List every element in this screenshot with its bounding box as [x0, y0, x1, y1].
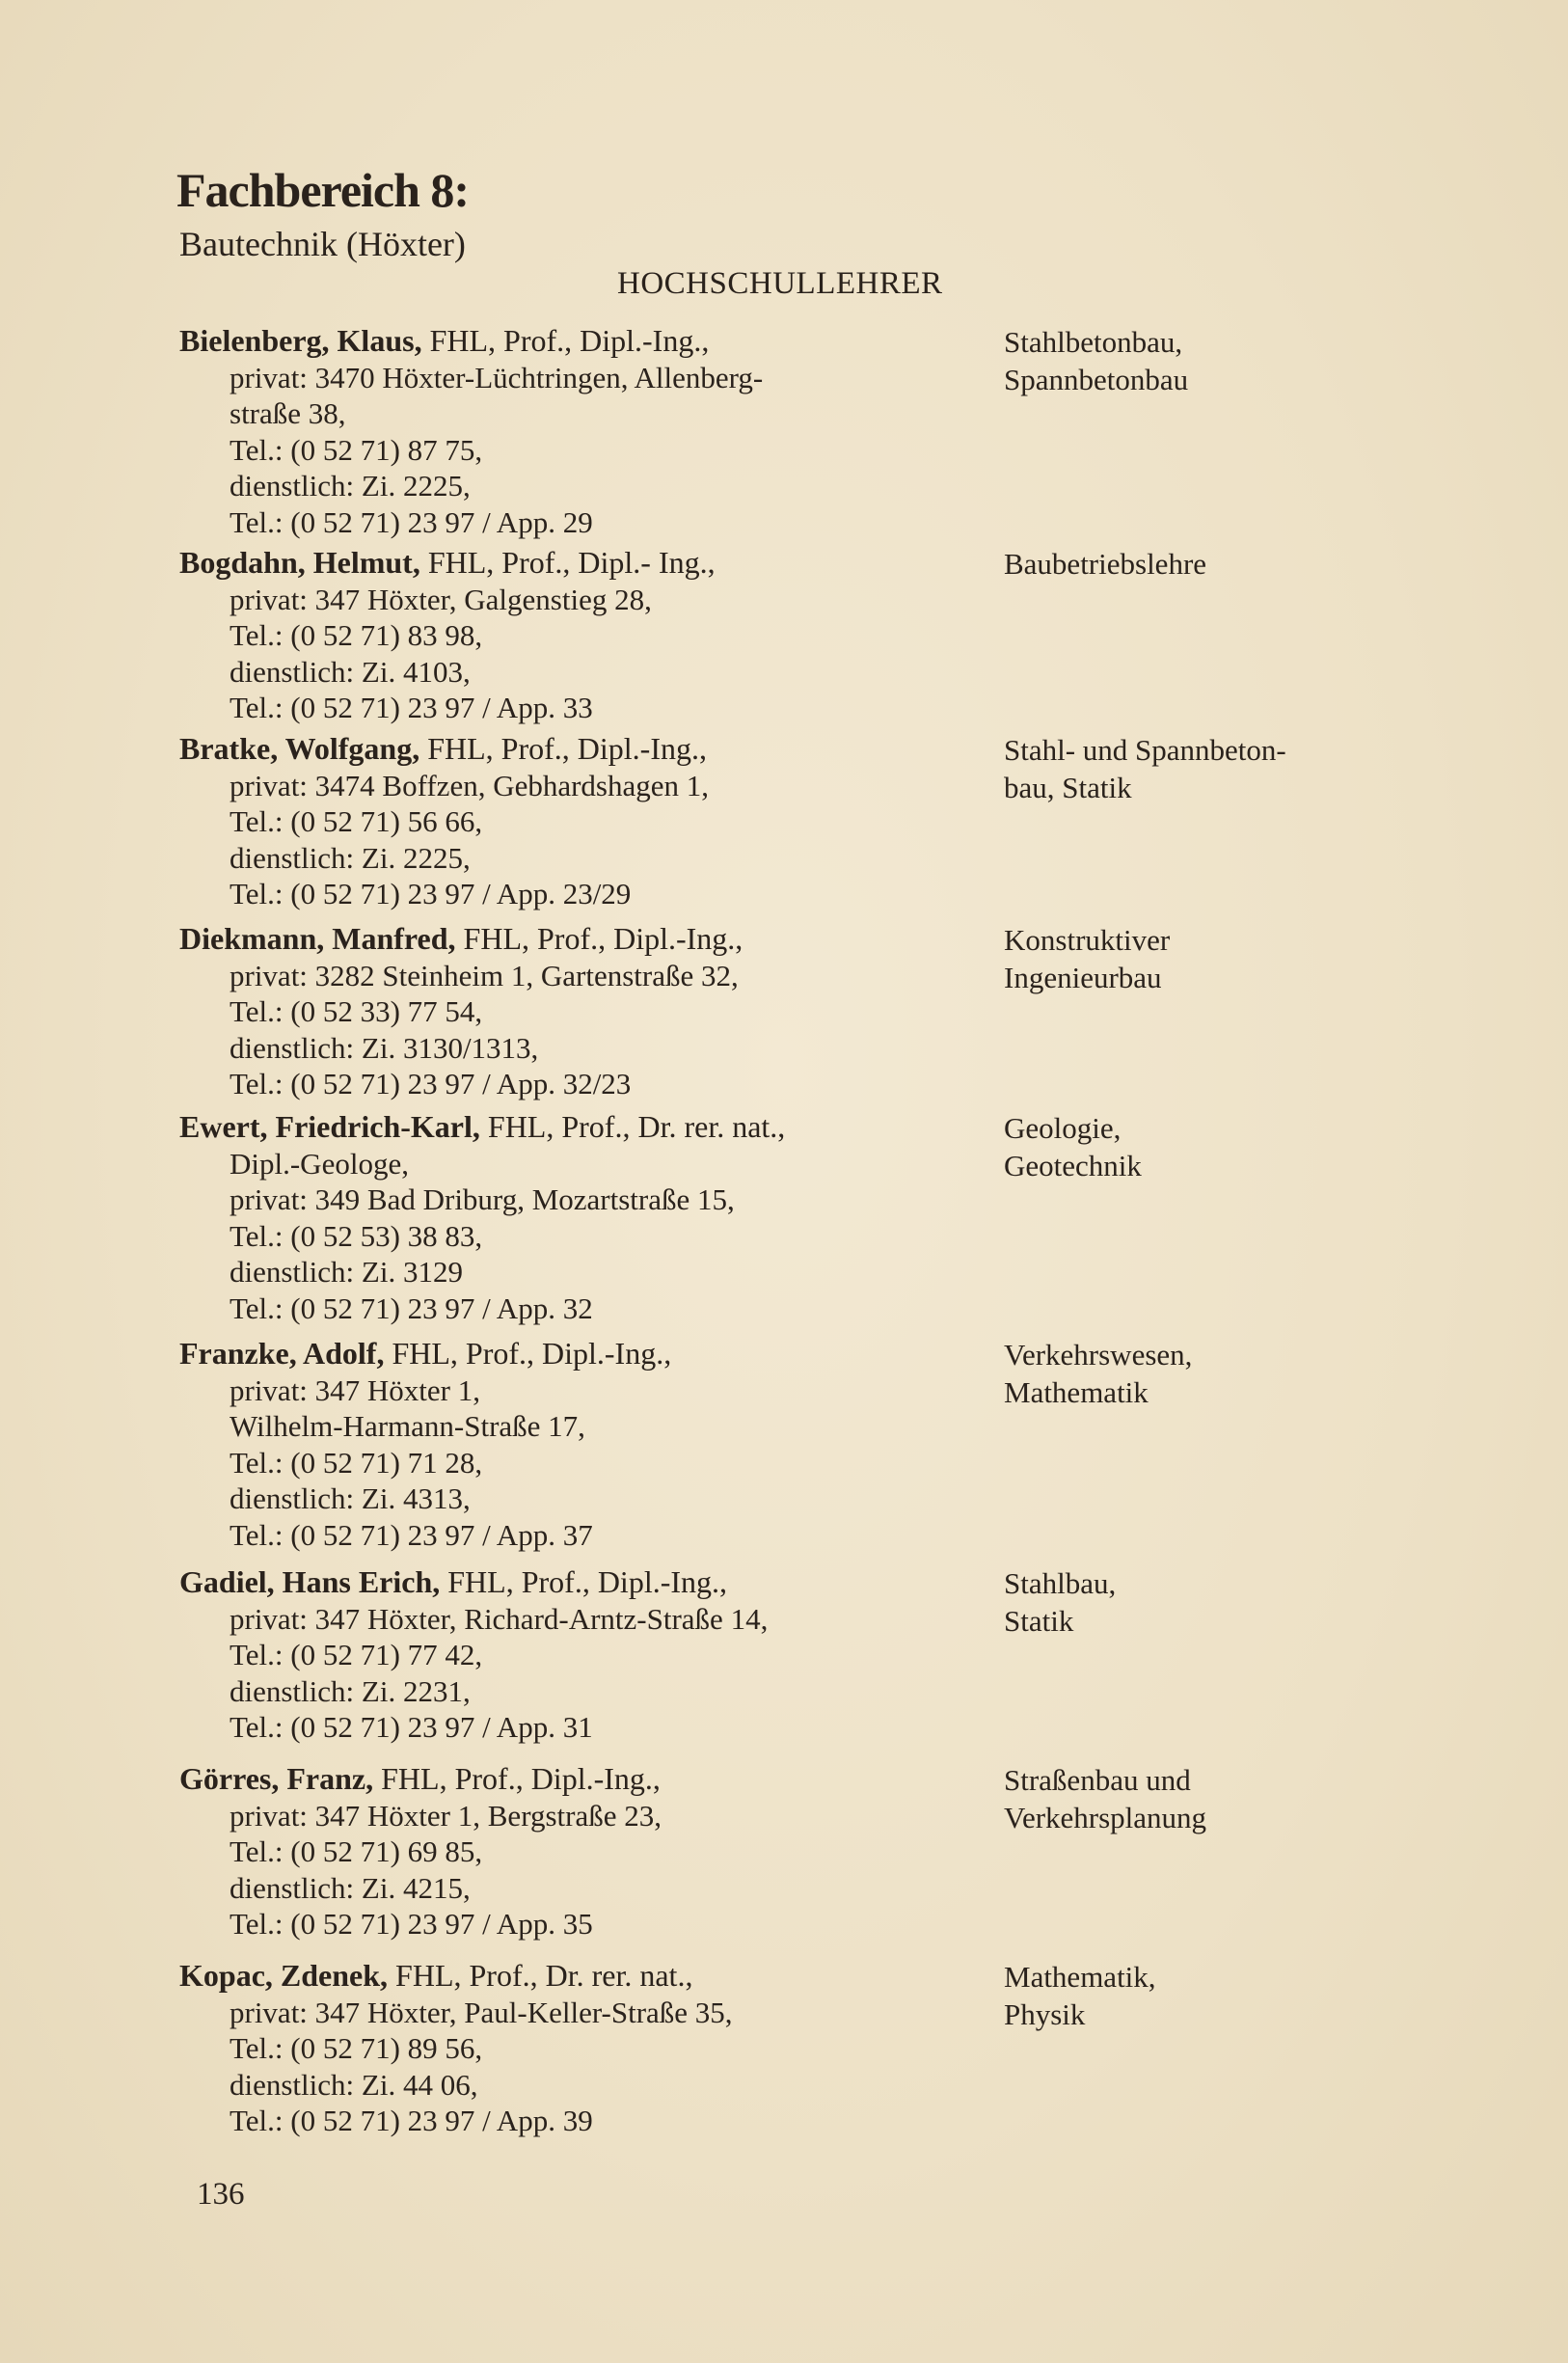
entry-detail-line: dienstlich: Zi. 2231,: [230, 1673, 471, 1708]
staff-name: Gadiel, Hans Erich,: [179, 1564, 441, 1599]
entry-detail-line: Tel.: (0 52 71) 23 97 / App. 35: [230, 1907, 593, 1942]
subject-area: [1004, 1958, 1428, 2033]
staff-title: FHL, Prof., Dipl.-Ing.,: [440, 1564, 728, 1599]
staff-name: Bielenberg, Klaus,: [179, 323, 422, 358]
subject-line: Spannbetonbau: [1004, 363, 1189, 396]
entry-detail-line: Tel.: (0 52 71) 23 97 / App. 31: [230, 1710, 593, 1745]
entry-detail-line: privat: 347 Höxter, Paul-Keller-Straße 35,: [230, 1995, 733, 2029]
entry-details: [179, 731, 989, 912]
subject-line: Stahlbau,: [1004, 1566, 1117, 1600]
entry-details: [179, 1109, 989, 1327]
entry-detail-line: dienstlich: Zi. 2225,: [230, 469, 471, 503]
entry-heading-line: [179, 1564, 989, 1601]
subject-line: Geotechnik: [1004, 1149, 1142, 1182]
entry-details: [179, 323, 989, 541]
entry-heading-line: [179, 1109, 989, 1146]
entry-detail-line: Tel.: (0 52 71) 87 75,: [230, 432, 483, 467]
entry-detail-line: Tel.: (0 52 71) 89 56,: [230, 2031, 483, 2066]
page-title: Fachbereich 8:: [176, 163, 470, 217]
subject-area: [1004, 545, 1428, 583]
entry-details: [179, 1564, 989, 1746]
entry-heading-line: [179, 545, 989, 582]
staff-title: FHL, Prof., Dipl.-Ing.,: [421, 323, 710, 358]
entry-detail-line: privat: 3470 Höxter-Lüchtringen, Allenberg-: [230, 360, 764, 394]
subject-area: [1004, 1336, 1428, 1411]
subject-line: Baubetriebslehre: [1004, 547, 1207, 581]
entry-details: [179, 1336, 989, 1554]
entry-detail-line: Tel.: (0 52 71) 23 97 / App. 23/29: [230, 877, 632, 911]
entry-detail-line: dienstlich: Zi. 4103,: [230, 654, 471, 689]
entry-detail-line: Tel.: (0 52 71) 23 97 / App. 32: [230, 1290, 593, 1325]
section-label: HOCHSCHULLEHRER: [617, 266, 943, 301]
entry-detail-line: Tel.: (0 52 71) 23 97 / App. 39: [230, 2104, 593, 2138]
staff-title: FHL, Prof., Dipl.-Ing.,: [419, 731, 707, 766]
subject-line: Geologie,: [1004, 1111, 1122, 1145]
subject-line: Statik: [1004, 1604, 1074, 1638]
page-number: 136: [197, 2177, 245, 2212]
staff-title: FHL, Prof., Dr. rer. nat.,: [479, 1109, 786, 1144]
subject-line: Stahl- und Spannbeton-: [1004, 733, 1286, 767]
entry-heading-line: [179, 1958, 989, 1995]
entry-detail-line: privat: 3474 Boffzen, Gebhardshagen 1,: [230, 768, 710, 802]
entry-detail-line: Tel.: (0 52 71) 56 66,: [230, 804, 483, 839]
subject-line: Mathematik: [1004, 1375, 1149, 1409]
subject-line: Konstruktiver: [1004, 923, 1171, 957]
entry-detail-line: Tel.: (0 52 71) 83 98,: [230, 618, 483, 653]
entry-details: [179, 921, 989, 1102]
entry-detail-line: privat: 3282 Steinheim 1, Gartenstraße 32,: [230, 958, 739, 992]
entry-detail-line: Wilhelm-Harmann-Straße 17,: [230, 1409, 585, 1444]
entry-detail-line: Tel.: (0 52 53) 38 83,: [230, 1218, 483, 1253]
entry-heading-line: [179, 1336, 989, 1372]
staff-name: Bogdahn, Helmut,: [179, 545, 420, 580]
entry-detail-line: Tel.: (0 52 33) 77 54,: [230, 994, 483, 1029]
entry-detail-line: dienstlich: Zi. 3130/1313,: [230, 1030, 539, 1065]
entry-detail-line: Tel.: (0 52 71) 71 28,: [230, 1445, 483, 1480]
staff-title: FHL, Prof., Dipl.-Ing.,: [384, 1336, 672, 1371]
entry-detail-line: Tel.: (0 52 71) 23 97 / App. 29: [230, 504, 593, 539]
subject-line: Physik: [1004, 1997, 1086, 2031]
staff-name: Kopac, Zdenek,: [179, 1958, 389, 1993]
staff-title: FHL, Prof., Dr. rer. nat.,: [388, 1958, 693, 1993]
entry-details: [179, 1761, 989, 1942]
entry-heading-line: [179, 731, 989, 768]
subject-area: [1004, 731, 1428, 806]
subject-area: [1004, 323, 1428, 398]
entry-heading-line: [179, 1761, 989, 1798]
subject-line: Straßenbau und: [1004, 1763, 1191, 1797]
entry-detail-line: privat: 347 Höxter 1, Bergstraße 23,: [230, 1798, 662, 1833]
entry-detail-line: Tel.: (0 52 71) 23 97 / App. 32/23: [230, 1067, 632, 1101]
entry-detail-line: dienstlich: Zi. 3129: [230, 1255, 463, 1290]
staff-name: Görres, Franz,: [179, 1761, 374, 1796]
entry-detail-line: privat: 347 Höxter, Richard-Arntz-Straße 14,: [230, 1601, 769, 1636]
entry-detail-line: Tel.: (0 52 71) 69 85,: [230, 1834, 483, 1869]
entry-heading-line: [179, 323, 989, 360]
entry-details: [179, 1958, 989, 2139]
entry-detail-line: dienstlich: Zi. 44 06,: [230, 2067, 478, 2102]
entry-detail-line: privat: 347 Höxter, Galgenstieg 28,: [230, 582, 652, 616]
entry-detail-line: privat: 347 Höxter 1,: [230, 1372, 481, 1407]
entry-detail-line: straße 38,: [230, 396, 346, 431]
subject-area: [1004, 1564, 1428, 1640]
entry-detail-line: Tel.: (0 52 71) 23 97 / App. 37: [230, 1517, 593, 1552]
subject-line: Ingenieurbau: [1004, 961, 1162, 994]
entry-detail-line: dienstlich: Zi. 4215,: [230, 1870, 471, 1905]
entry-detail-line: dienstlich: Zi. 2225,: [230, 840, 471, 875]
staff-title: FHL, Prof., Dipl.- Ing.,: [419, 545, 716, 580]
entry-detail-line: privat: 349 Bad Driburg, Mozartstraße 15,: [230, 1182, 735, 1217]
subject-area: [1004, 1109, 1428, 1184]
subject-area: [1004, 921, 1428, 996]
staff-name: Bratke, Wolfgang,: [179, 731, 420, 766]
subject-line: Stahlbetonbau,: [1004, 325, 1183, 359]
entry-detail-line: Dipl.-Geologe,: [230, 1146, 409, 1181]
subject-line: Verkehrswesen,: [1004, 1338, 1193, 1372]
entry-heading-line: [179, 921, 989, 958]
staff-name: Franzke, Adolf,: [179, 1336, 385, 1371]
entry-detail-line: Tel.: (0 52 71) 23 97 / App. 33: [230, 691, 593, 725]
subject-line: bau, Statik: [1004, 771, 1132, 804]
subject-area: [1004, 1761, 1428, 1836]
subject-line: Mathematik,: [1004, 1960, 1156, 1994]
entry-detail-line: Tel.: (0 52 71) 77 42,: [230, 1638, 483, 1672]
staff-name: Diekmann, Manfred,: [179, 921, 456, 956]
staff-title: FHL, Prof., Dipl.-Ing.,: [373, 1761, 661, 1796]
entry-detail-line: dienstlich: Zi. 4313,: [230, 1481, 471, 1516]
subject-line: Verkehrsplanung: [1004, 1801, 1207, 1834]
staff-name: Ewert, Friedrich-Karl,: [179, 1109, 480, 1144]
staff-title: FHL, Prof., Dipl.-Ing.,: [455, 921, 743, 956]
page-subtitle: Bautechnik (Höxter): [179, 225, 466, 263]
entry-details: [179, 545, 989, 726]
